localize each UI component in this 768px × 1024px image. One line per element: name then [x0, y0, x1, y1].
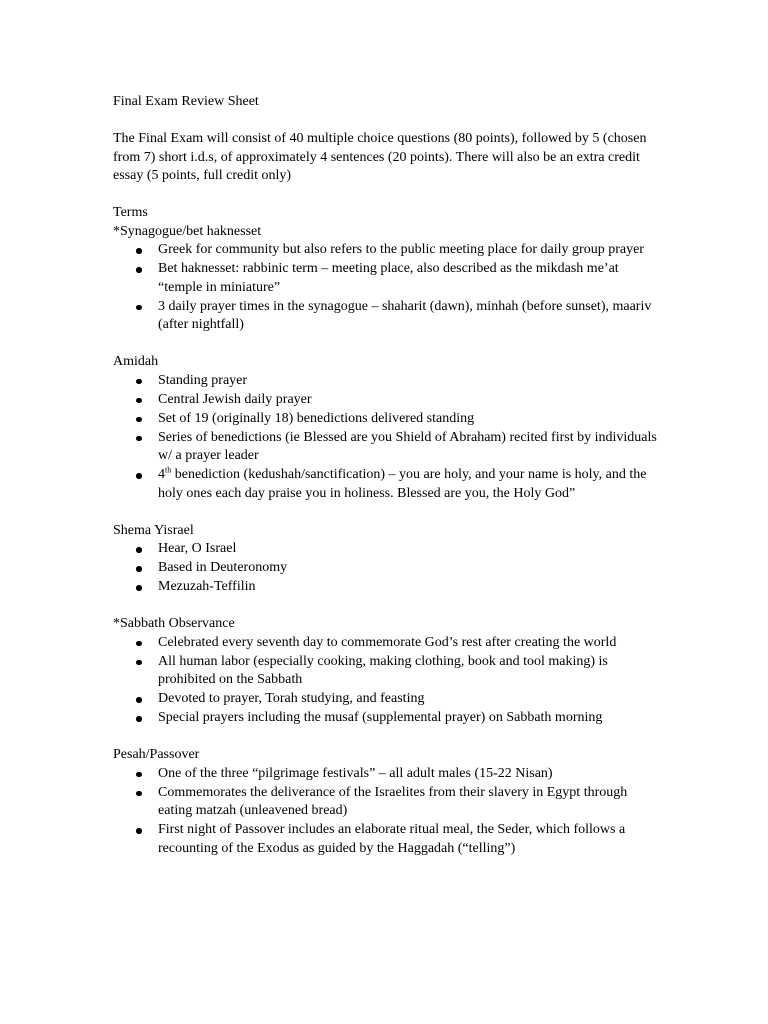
passover-heading: Pesah/Passover: [113, 747, 200, 762]
bullet-icon: [136, 791, 142, 797]
sabbath-list: [113, 634, 658, 728]
list-item: Based in Deuteronomy: [113, 559, 658, 578]
shema-heading: Shema Yisrael: [113, 522, 194, 538]
bullet-icon: [136, 267, 142, 273]
list-item: Celebrated every seventh day to commemorate God’s rest after creating the world: [113, 634, 658, 653]
bullet-icon: [136, 305, 142, 311]
section-passover: [113, 746, 658, 858]
list-item: 3 daily prayer times in the synagogue – shaharit (dawn), minhah (before sunset), maariv (after nightfall): [113, 298, 658, 335]
amidah-list: [113, 372, 658, 504]
amidah-heading: Amidah: [113, 354, 159, 369]
list-item: Commemorates the deliverance of the Israelites from their slavery in Egypt through eating matzah (unleavened bread): [113, 784, 658, 821]
bullet-icon: [136, 379, 142, 385]
bullet-icon: [136, 660, 142, 666]
bullet-icon: [136, 697, 142, 703]
list-item: Set of 19 (originally 18) benedictions delivered standing: [113, 410, 658, 429]
list-item: Bet haknesset: rabbinic term – meeting place, also described as the mikdash me’at “temple in miniature”: [113, 260, 658, 297]
section-amidah: [113, 353, 658, 503]
exam-description: The Final Exam will consist of 40 multiple choice questions (80 points), followed by 5 (chosen from 7) short i.d.s, of approximately 4 sentences (20 points). There will also be an extra credit essay (5 points, full credit only): [113, 131, 647, 183]
bullet-icon: [136, 772, 142, 778]
section-sabbath: [113, 615, 658, 728]
bullet-icon: [136, 641, 142, 647]
passover-list: [113, 765, 658, 859]
bullet-icon: [136, 417, 142, 423]
list-item: Central Jewish daily prayer: [113, 391, 658, 410]
document-page: [113, 93, 658, 877]
bullet-icon: [136, 566, 142, 572]
list-item: First night of Passover includes an elaborate ritual meal, the Seder, which follows a recounting of the Exodus as guided by the Haggadah (“telling”): [113, 821, 658, 858]
list-item: All human labor (especially cooking, making clothing, book and tool making) is prohibited on the Sabbath: [113, 653, 658, 690]
bullet-icon: [136, 398, 142, 404]
bullet-icon: [136, 716, 142, 722]
bullet-icon: [136, 828, 142, 834]
sabbath-heading: *Sabbath Observance: [113, 616, 235, 631]
list-item: Standing prayer: [113, 372, 658, 391]
synagogue-heading: *Synagogue/bet haknesset: [113, 223, 262, 239]
synagogue-list: [113, 241, 658, 335]
list-item: One of the three “pilgrimage festivals” – all adult males (15-22 Nisan): [113, 765, 658, 784]
bullet-icon: [136, 585, 142, 591]
terms-label: Terms: [113, 205, 148, 220]
bullet-icon: [136, 436, 142, 442]
list-item: Mezuzah-Teffilin: [113, 578, 658, 597]
bullet-icon: [136, 547, 142, 553]
section-shema: [113, 522, 658, 597]
list-item: Devoted to prayer, Torah studying, and feasting: [113, 690, 658, 709]
document-title: Final Exam Review Sheet: [113, 94, 259, 109]
list-item: 4th benediction (kedushah/sanctification) – you are holy, and your name is holy, and the holy ones each day praise you in holiness. Blessed are you, the Holy God”: [113, 466, 658, 503]
list-item: Series of benedictions (ie Blessed are you Shield of Abraham) recited first by individuals w/ a prayer leader: [113, 429, 658, 466]
section-synagogue: [113, 204, 658, 335]
list-item: Greek for community but also refers to the public meeting place for daily group prayer: [113, 241, 658, 260]
list-item: Special prayers including the musaf (supplemental prayer) on Sabbath morning: [113, 709, 658, 728]
list-item: Hear, O Israel: [113, 540, 658, 559]
bullet-icon: [136, 248, 142, 254]
shema-list: [113, 540, 658, 597]
bullet-icon: [136, 473, 142, 479]
